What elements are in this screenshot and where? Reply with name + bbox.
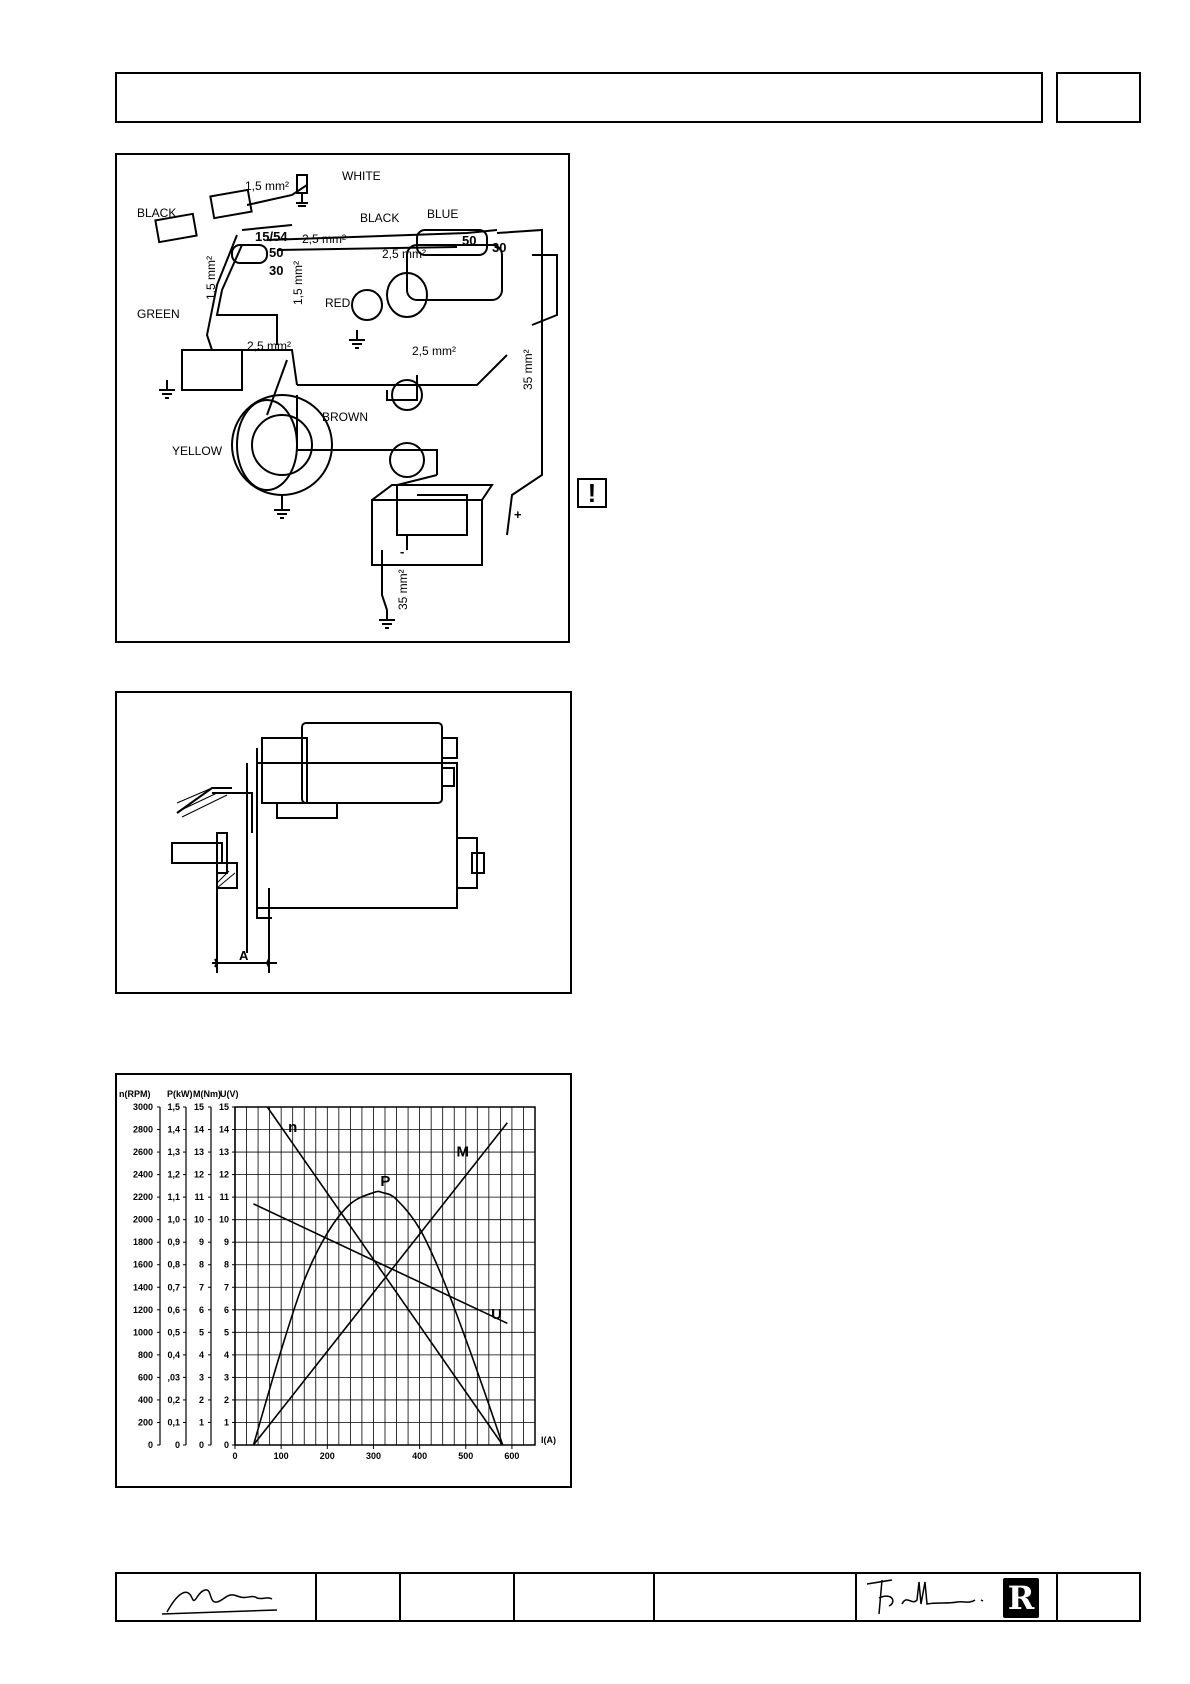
exclamation-icon: ! [577, 478, 607, 508]
footer-cell-5 [655, 1574, 857, 1620]
axis-tick-label: 0,9 [167, 1237, 180, 1248]
footer-bar [115, 1572, 1061, 1622]
axis-title: n(RPM) [119, 1089, 151, 1099]
chart-series [253, 1107, 507, 1445]
axis-tick-label: 2400 [132, 1169, 153, 1180]
axis-tick-label: 0,4 [167, 1349, 180, 1360]
axis-tick-label: 2600 [132, 1147, 153, 1158]
axis-tick-label: 0,2 [167, 1394, 180, 1405]
series-line-U [253, 1204, 507, 1323]
label-terminal-30-a: 30 [269, 263, 284, 278]
x-tick-label: 0 [232, 1451, 238, 1461]
axis-tick-label: 13 [193, 1147, 204, 1158]
chart-grid [157, 1107, 535, 1449]
axis-tick-label: 6 [198, 1304, 204, 1315]
axis-tick-label: 1 [223, 1417, 229, 1428]
axis-title: U(V) [220, 1089, 239, 1099]
axis-tick-label: 1600 [132, 1259, 153, 1270]
axis-tick-label: 5 [198, 1327, 204, 1338]
axis-title: P(kW) [167, 1089, 193, 1099]
series-label-P: P [380, 1172, 391, 1190]
axis-title: M(Nm) [193, 1089, 221, 1099]
header-page-box [1056, 72, 1141, 123]
series-label-U: U [491, 1305, 502, 1323]
axis-tick-label: 1,5 [167, 1102, 180, 1112]
characteristic-chart-svg [117, 1075, 570, 1486]
label-size-2-5-b: 2,5 mm² [382, 247, 427, 261]
axis-tick-label: 0 [198, 1440, 204, 1450]
axis-tick-label: 2800 [132, 1124, 153, 1135]
axis-tick-label: 4 [223, 1349, 229, 1360]
axis-tick-label: 13 [218, 1147, 229, 1158]
axis-tick-label: 1,4 [167, 1124, 180, 1135]
axis-tick-label: 3 [198, 1372, 204, 1383]
axis-tick-label: 9 [198, 1237, 204, 1248]
characteristic-chart-figure [115, 1073, 572, 1488]
x-tick-label: 400 [412, 1451, 428, 1461]
label-size-2-5-d: 2,5 mm² [412, 344, 457, 358]
x-tick-label: 200 [319, 1451, 335, 1461]
series-label-n: n [288, 1118, 298, 1136]
wiring-diagram-svg [117, 155, 568, 641]
axis-tick-label: 0 [223, 1440, 229, 1450]
axis-tick-label: 1800 [132, 1237, 153, 1248]
label-terminal-50-b: 50 [462, 233, 477, 248]
label-size-2-5-a: 2,5 mm² [302, 232, 347, 246]
axis-tick-label: 2 [198, 1394, 204, 1405]
footer-cell-2 [317, 1574, 401, 1620]
footer-cell-3 [401, 1574, 515, 1620]
axis-tick-label: 14 [193, 1124, 204, 1135]
axis-tick-label: 5 [223, 1327, 229, 1338]
axis-tick-label: 4 [198, 1349, 204, 1360]
label-black-top: BLACK [137, 206, 177, 220]
axis-tick-label: 0,8 [167, 1259, 180, 1270]
footer-page-box [1056, 1572, 1141, 1622]
axis-tick-label: 7 [198, 1282, 204, 1293]
axis-tick-label: 600 [137, 1372, 153, 1383]
axis-tick-label: 15 [218, 1102, 229, 1112]
axis-tick-label: 1,0 [167, 1214, 180, 1225]
axis-tick-label: 7 [223, 1282, 229, 1293]
axis-tick-label: 2 [223, 1394, 229, 1405]
axis-tick-label: 0 [174, 1440, 180, 1450]
x-tick-label: 600 [504, 1451, 520, 1461]
label-terminal-30-b: 30 [492, 240, 507, 255]
axis-tick-label: 11 [194, 1192, 204, 1203]
label-terminal-15-54: 15/54 [255, 229, 288, 244]
axis-tick-label: 8 [223, 1259, 229, 1270]
label-black-mid: BLACK [360, 211, 400, 225]
axis-tick-label: 1 [198, 1417, 204, 1428]
label-size-2-5-c: 2,5 mm² [247, 339, 292, 353]
label-terminal-minus: - [400, 544, 405, 559]
dimension-a-label: A [239, 948, 249, 963]
axis-tick-label: 800 [137, 1349, 153, 1360]
label-size-35-a: 35 mm² [521, 349, 535, 390]
label-blue: BLUE [427, 207, 459, 221]
x-tick-label: 300 [365, 1451, 381, 1461]
axis-tick-label: 1,1 [167, 1192, 180, 1203]
axis-tick-label: 11 [219, 1192, 229, 1203]
signature-right [857, 1574, 1003, 1620]
label-size-1-5-a: 1,5 mm² [245, 179, 290, 193]
axis-tick-label: 8 [198, 1259, 204, 1270]
logo-r [1003, 1578, 1039, 1618]
header-title-box [115, 72, 1043, 123]
axis-tick-label: 2200 [132, 1192, 153, 1203]
label-red: RED [325, 296, 351, 310]
label-size-1-5-b: 1,5 mm² [204, 255, 218, 300]
axis-tick-label: 0,6 [167, 1304, 180, 1315]
axis-tick-label: 3000 [132, 1102, 153, 1112]
axis-tick-label: 12 [218, 1169, 229, 1180]
axis-tick-label: 400 [137, 1394, 153, 1405]
x-tick-label: 100 [273, 1451, 289, 1461]
footer-signature-right-cell [857, 1574, 1003, 1620]
axis-tick-label: 2000 [132, 1214, 153, 1225]
axis-tick-label: 10 [193, 1214, 204, 1225]
signature-left [117, 1574, 315, 1620]
logo-letter: R [1007, 1579, 1035, 1617]
label-white: WHITE [342, 169, 381, 183]
label-yellow: YELLOW [172, 444, 223, 458]
axis-tick-label: 1000 [132, 1327, 153, 1338]
label-green: GREEN [137, 307, 180, 321]
axis-tick-label: 0,1 [167, 1417, 180, 1428]
x-tick-label: 500 [458, 1451, 474, 1461]
label-size-35-b: 35 mm² [396, 569, 410, 610]
footer-cell-4 [515, 1574, 655, 1620]
label-brown: BROWN [322, 410, 368, 424]
axis-tick-label: 1400 [132, 1282, 153, 1293]
axis-tick-label: 6 [223, 1304, 229, 1315]
axis-tick-label: 1200 [132, 1304, 153, 1315]
starter-motor-figure [115, 691, 572, 994]
axis-tick-label: 9 [223, 1237, 229, 1248]
starter-motor-svg [117, 693, 570, 992]
x-axis-title: I(A) [541, 1435, 556, 1445]
wiring-diagram-figure [115, 153, 570, 643]
axis-tick-label: 0 [147, 1440, 153, 1450]
footer-signature-left-cell [117, 1574, 317, 1620]
label-terminal-plus: + [514, 507, 522, 522]
axis-tick-label: 12 [193, 1169, 204, 1180]
axis-tick-label: 0,5 [167, 1327, 180, 1338]
series-line-P [253, 1191, 502, 1445]
axis-tick-label: 1,2 [167, 1169, 180, 1180]
axis-tick-label: 0,7 [167, 1282, 180, 1293]
axis-tick-label: 15 [193, 1102, 204, 1112]
axis-tick-label: 14 [218, 1124, 229, 1135]
label-size-1-5-c: 1,5 mm² [291, 260, 305, 305]
series-label-M: M [456, 1143, 470, 1161]
axis-tick-label: 1,3 [167, 1147, 180, 1158]
axis-tick-label: 10 [218, 1214, 229, 1225]
axis-tick-label: 200 [137, 1417, 153, 1428]
label-terminal-50-a: 50 [269, 245, 284, 260]
axis-tick-label: ,03 [167, 1372, 180, 1383]
axis-tick-label: 3 [223, 1372, 229, 1383]
